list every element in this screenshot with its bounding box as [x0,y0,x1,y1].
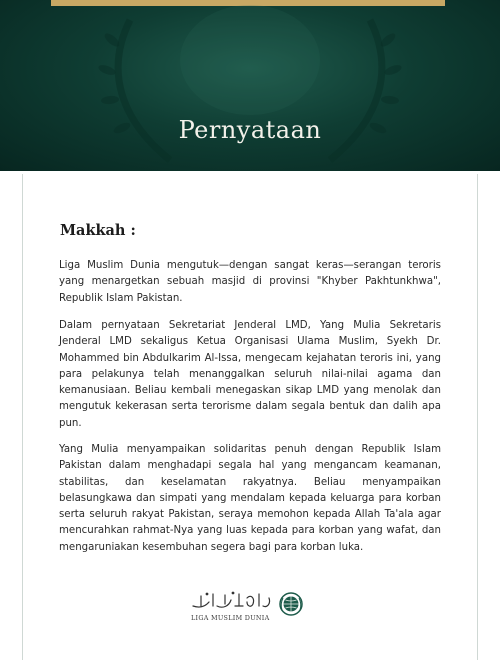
logo-wordmark: LIGA MUSLIM DUNIA [191,614,270,622]
paragraph-2: Dalam pernyataan Sekretariat Jenderal LMD, Yang Mulia Sekretaris Jenderal LMD sekaligus Ketua Organisasi Ulama Muslim, Syekh Dr. Mohammed bin Abdulkarim Al-Issa, mengecam kejahatan teroris ini, yang para pelakunya telah menanggalkan seluruh nilai-nilai agama dan kemanusiaan. Beliau kembali menegaskan sikap LMD yang menolak dan mengutuk kekerasan serta terorisme dalam segala bentuk dan dalih apa pun. [59,320,441,429]
paragraph-1: Liga Muslim Dunia mengutuk—dengan sangat keras—serangan teroris yang menargetkan sebuah masjid di provinsi "Khyber Pakhtunkhwa", Republik Islam Pakistan. [59,260,441,304]
right-margin-rule [477,174,478,660]
arabic-calligraphy-logo [189,590,273,612]
paragraph-3: Yang Mulia menyampaikan solidaritas penuh dengan Republik Islam Pakistan dalam menghadapi segala hal yang mengancam keamanan, stabilitas, dan keselamatan rakyatnya. Beliau menyampaikan belasungkawa dan simpati yang mendalam kepada keluarga para korban serta seluruh rakyat Pakistan, seraya memohon kepada Allah Ta'ala agar mencurahkan rahmat-Nya yang luas kepada para korban yang wafat, dan mengaruniakan kesembuhan segera bagi para korban luka. [59,444,441,553]
dateline-location: Makkah : [60,222,136,239]
page-title: Pernyataan [178,116,322,144]
left-margin-rule [22,174,23,660]
organization-logo [189,590,313,626]
laurel-motif-icon [0,0,500,171]
globe-emblem-icon [279,592,303,616]
header-banner [0,0,500,171]
